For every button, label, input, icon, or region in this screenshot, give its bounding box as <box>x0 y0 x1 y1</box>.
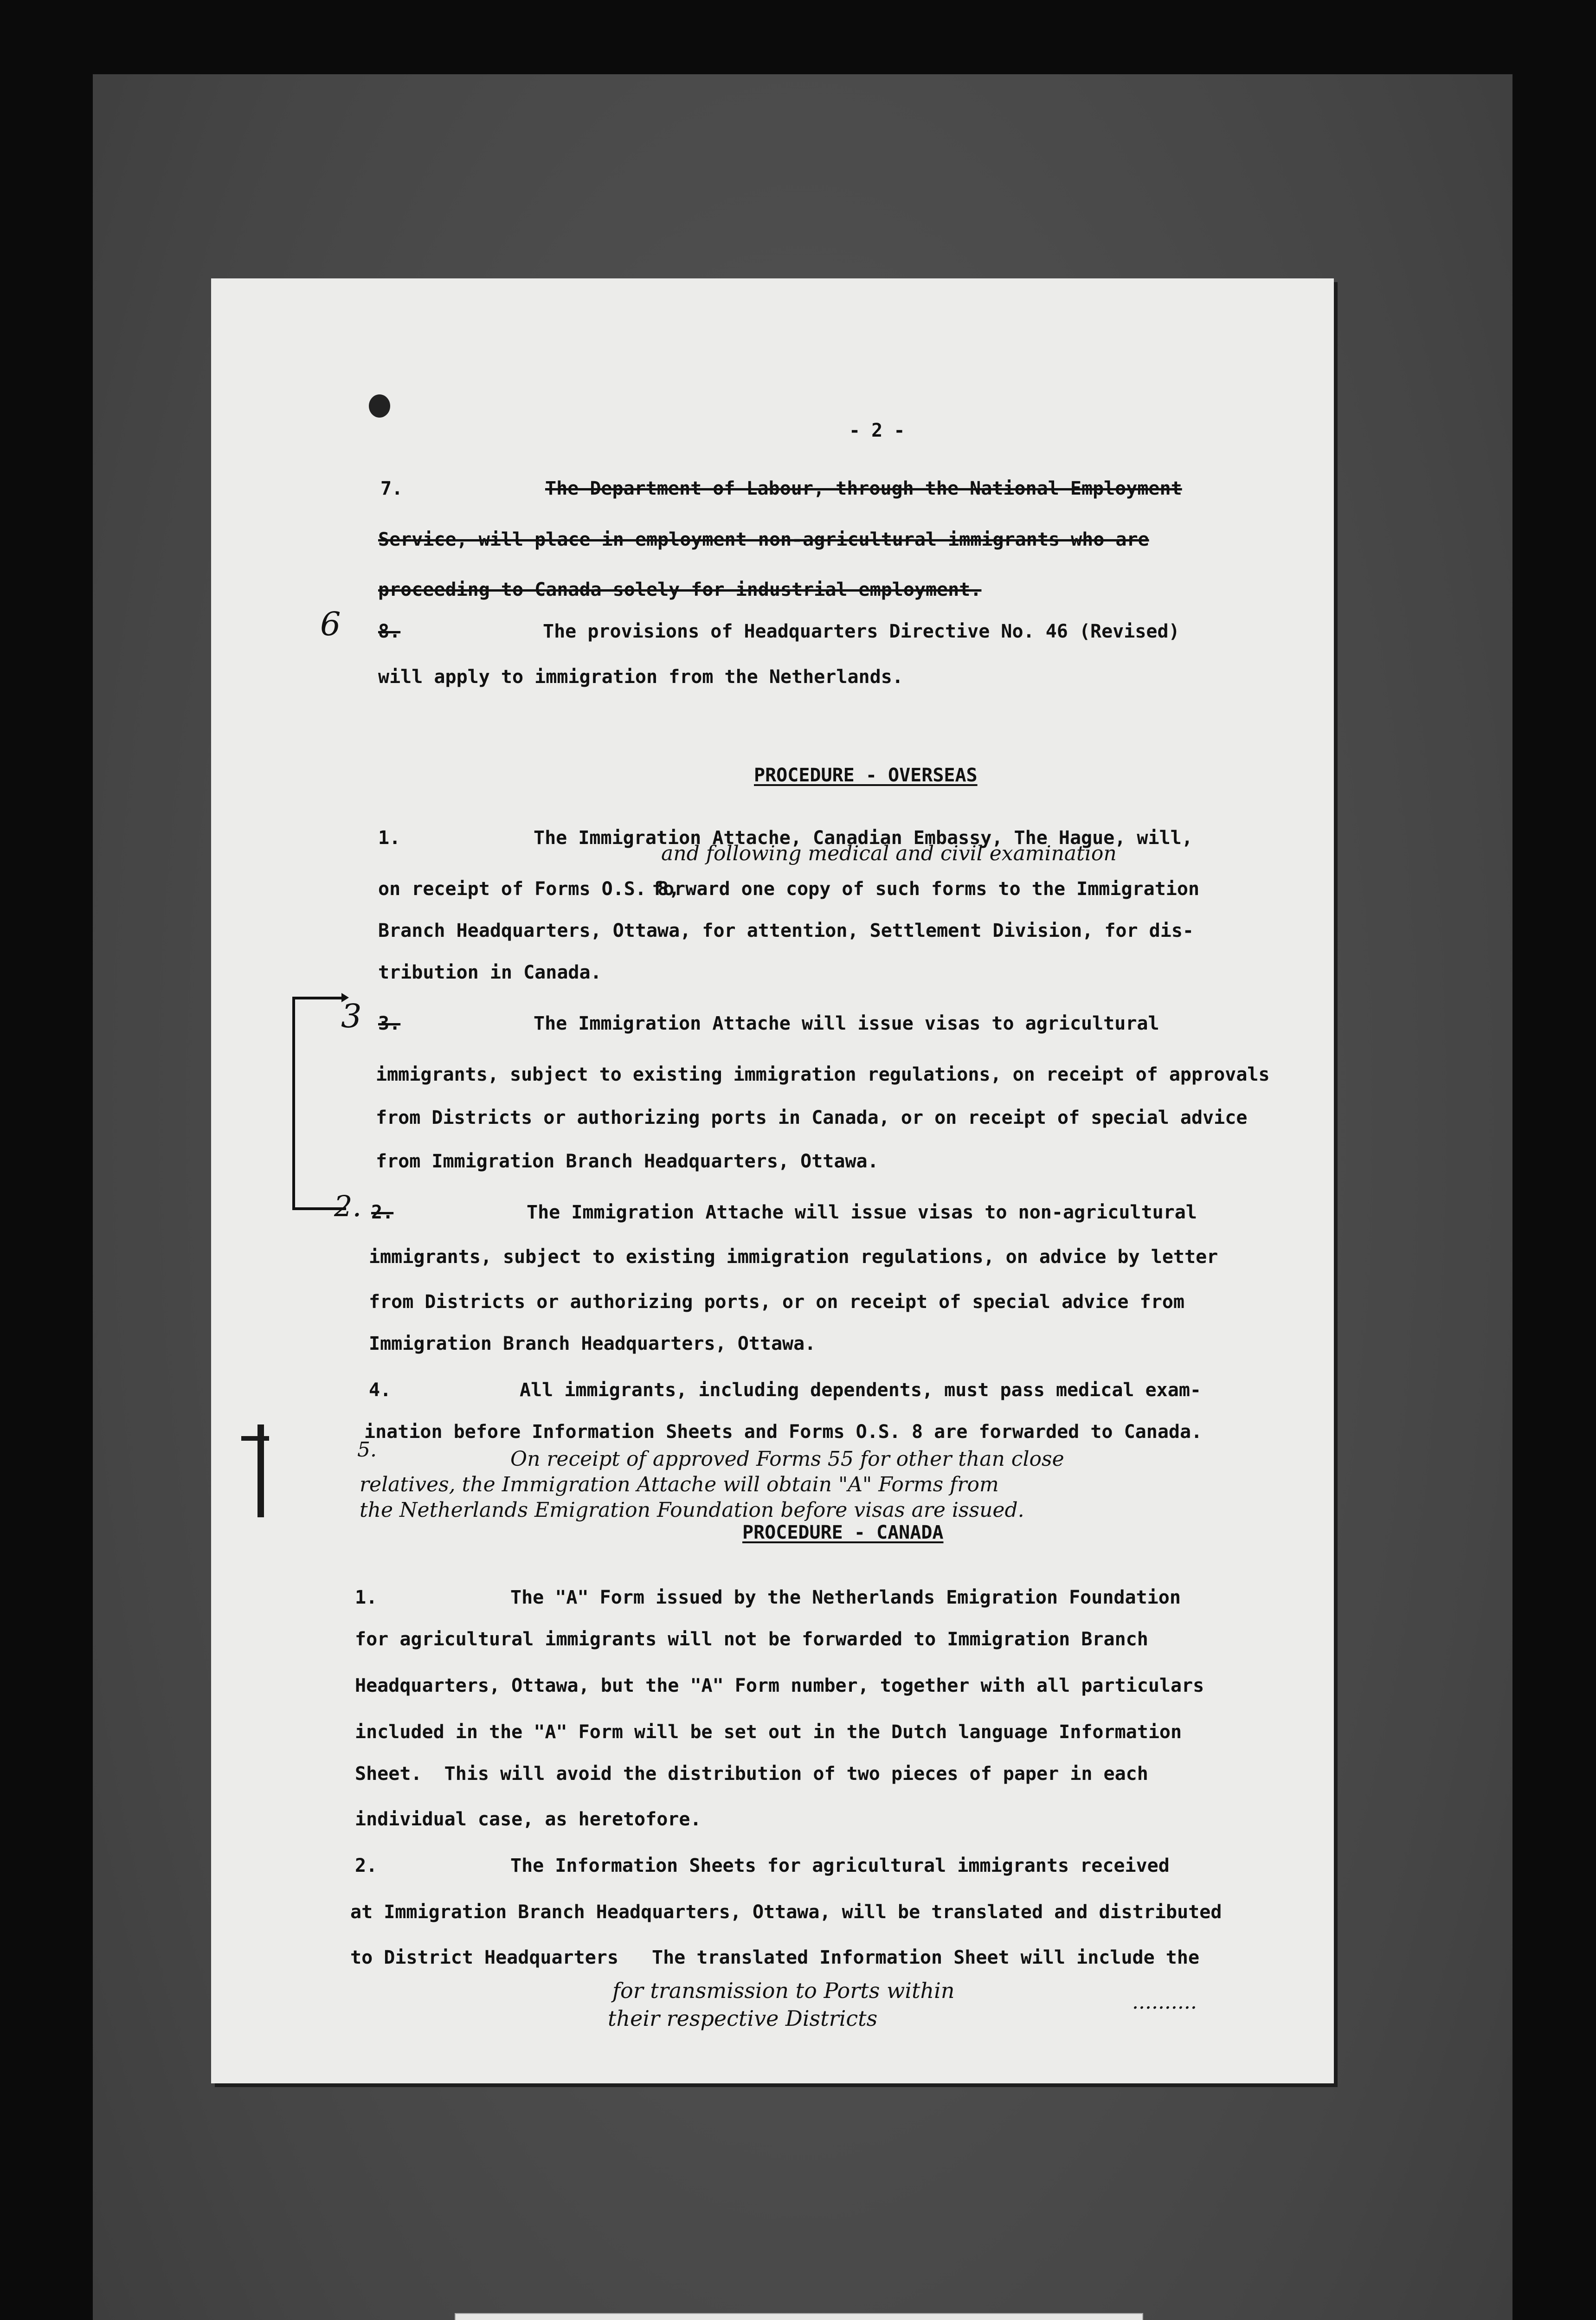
typed-line: 1. <box>355 1587 378 1608</box>
typed-line: 2. <box>355 1855 378 1876</box>
typed-line: 3. <box>378 1013 401 1034</box>
typed-line: Sheet. This will avoid the distribution of two pieces of paper in each <box>355 1763 1148 1785</box>
typed-line: from Districts or authorizing ports, or on receipt of special advice from <box>369 1291 1184 1313</box>
typed-line: ination before Information Sheets and Forms O.S. 8 are forwarded to Canada. <box>364 1421 1203 1443</box>
typed-line: The "A" Form issued by the Netherlands Emigration Foundation <box>510 1587 1181 1608</box>
typed-line: to District Headquarters <box>350 1947 618 1968</box>
typed-line: 7. <box>380 478 403 499</box>
typed-line: will apply to immigration from the Netherlands. <box>378 666 903 688</box>
typed-line: forward one copy of such forms to the Immigration <box>652 878 1200 900</box>
typed-line: 2. <box>371 1202 394 1223</box>
typed-line: from Immigration Branch Headquarters, Ottawa. <box>376 1151 879 1172</box>
typed-line: The Immigration Attache will issue visas to agricultural <box>534 1013 1159 1034</box>
handwritten-note: 2. <box>334 1189 362 1223</box>
typed-line: on receipt of Forms O.S. 8, <box>378 878 680 900</box>
typed-line: immigrants, subject to existing immigration regulations, on receipt of approvals <box>376 1064 1270 1085</box>
typed-line: The Immigration Attache will issue visas to non-agricultural <box>527 1202 1197 1223</box>
typed-line: The Immigration Attache, Canadian Embassy, The Hague, will, <box>534 827 1193 849</box>
handwritten-note: for transmission to Ports within <box>612 1978 955 2003</box>
typed-line: at Immigration Branch Headquarters, Ottawa, will be translated and distributed <box>350 1901 1222 1923</box>
handwritten-note: On receipt of approved Forms 55 for other than close <box>510 1447 1064 1471</box>
typed-line: included in the "A" Form will be set out in the Dutch language Information <box>355 1721 1182 1743</box>
margin-bracket-arrow <box>292 997 346 1210</box>
typed-line: Service, will place in employment non-agricultural immigrants who are <box>378 529 1149 550</box>
handwritten-note: the Netherlands Emigration Foundation before visas are issued. <box>360 1498 1024 1522</box>
handwritten-note: relatives, the Immigration Attache will obtain "A" Forms from <box>360 1473 999 1496</box>
typed-line: The Department of Labour, through the National Employment <box>545 478 1182 499</box>
typed-line: The Information Sheets for agricultural immigrants received <box>510 1855 1170 1876</box>
typed-line: tribution in Canada. <box>378 962 602 983</box>
handwritten-note: 5. <box>357 1438 377 1462</box>
handwritten-note: and following medical and civil examination <box>661 842 1117 865</box>
punch-hole <box>369 394 390 418</box>
typed-line: individual case, as heretofore. <box>355 1809 701 1830</box>
handwritten-note: 3 <box>341 997 362 1035</box>
reference-label <box>455 2313 1143 2320</box>
typed-line: 8. <box>378 621 401 642</box>
typed-line: The translated Information Sheet will include the <box>652 1947 1200 1968</box>
handwritten-note: 6 <box>320 605 341 643</box>
typed-line: Headquarters, Ottawa, but the "A" Form number, together with all particulars <box>355 1675 1204 1696</box>
typed-line: All immigrants, including dependents, must pass medical exam- <box>520 1379 1202 1401</box>
typed-line: PROCEDURE - CANADA <box>742 1522 944 1543</box>
typed-line: Branch Headquarters, Ottawa, for attention, Settlement Division, for dis- <box>378 920 1194 941</box>
typed-line: 1. <box>378 827 401 849</box>
typed-line: for agricultural immigrants will not be forwarded to Immigration Branch <box>355 1629 1148 1650</box>
typed-line: proceeding to Canada solely for industrial employment. <box>378 579 982 600</box>
page-number: - 2 - <box>849 420 905 441</box>
typed-line: PROCEDURE - OVERSEAS <box>754 765 978 786</box>
typed-line: immigrants, subject to existing immigration regulations, on advice by letter <box>369 1246 1218 1268</box>
typed-line: The provisions of Headquarters Directive No. 46 (Revised) <box>543 621 1180 642</box>
typed-line: from Districts or authorizing ports in Canada, or on receipt of special advice <box>376 1107 1248 1128</box>
typed-line: Immigration Branch Headquarters, Ottawa. <box>369 1333 816 1354</box>
typed-line: 4. <box>369 1379 392 1401</box>
margin-mark-crossbar <box>241 1436 269 1441</box>
handwritten-note: their respective Districts <box>608 2006 878 2031</box>
handwritten-note: .......... <box>1132 1990 1197 2014</box>
